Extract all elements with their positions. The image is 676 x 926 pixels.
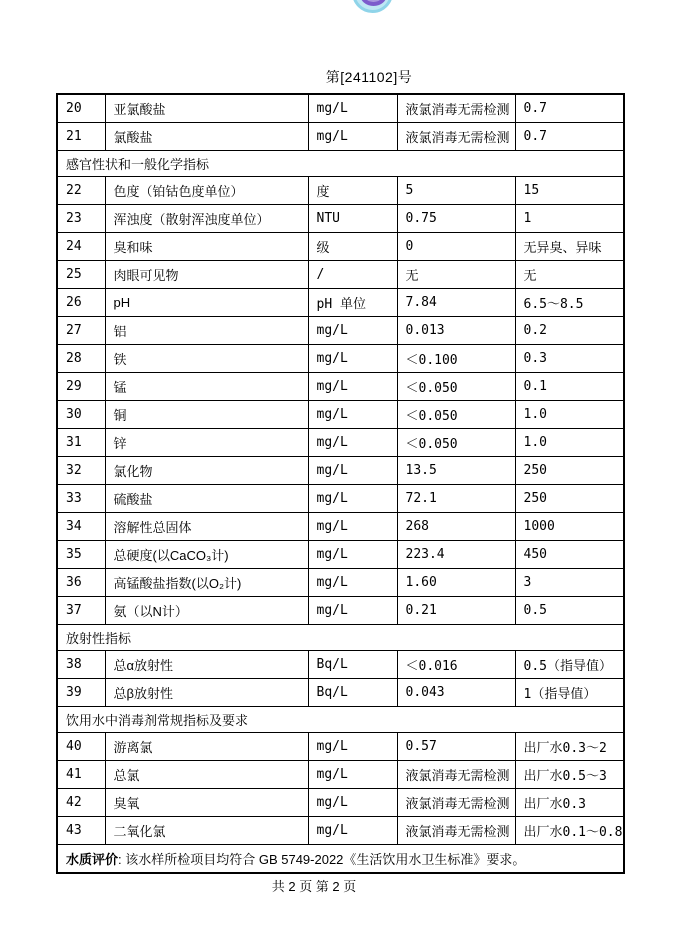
seal-logo [352,0,393,13]
cell-standard-limit: 250 [515,456,624,484]
cell-result-value: 0.043 [397,678,515,706]
cell-result-value: 0.57 [397,732,515,760]
cell-parameter-name: 臭氧 [105,788,308,816]
cell-unit: mg/L [308,372,397,400]
table-row [57,288,624,316]
cell-parameter-name: 浑浊度（散射浑浊度单位） [105,204,308,232]
cell-standard-limit: 0.1 [515,372,624,400]
table-row [57,568,624,596]
cell-result-value: 液氯消毒无需检测 [397,122,515,150]
evaluation-label: 水质评价 [66,851,119,867]
cell-result-value: 0.013 [397,316,515,344]
cell-result-value: 7.84 [397,288,515,316]
cell-unit: mg/L [308,512,397,540]
cell-result-value: 5 [397,176,515,204]
cell-standard-limit: 0.3 [515,344,624,372]
cell-parameter-name: 硫酸盐 [105,484,308,512]
cell-unit: 级 [308,232,397,260]
cell-parameter-name: 亚氯酸盐 [105,94,308,122]
table-row [57,512,624,540]
cell-standard-limit: 0.7 [515,94,624,122]
cell-result-value: 液氯消毒无需检测 [397,760,515,788]
section-header-row [57,706,624,732]
table-row [57,232,624,260]
report-number-title [0,67,676,87]
cell-parameter-name: 锌 [105,428,308,456]
cell-row-number: 40 [57,732,105,760]
cell-parameter-name: 铁 [105,344,308,372]
cell-row-number: 38 [57,650,105,678]
cell-unit: mg/L [308,456,397,484]
cell-unit: mg/L [308,540,397,568]
table-row [57,204,624,232]
cell-row-number: 27 [57,316,105,344]
cell-unit: mg/L [308,400,397,428]
table-row [57,760,624,788]
table-row [57,260,624,288]
page-counter [0,876,676,895]
cell-row-number: 31 [57,428,105,456]
cell-result-value: 0 [397,232,515,260]
cell-result-value: 0.21 [397,596,515,624]
cell-parameter-name: 氯化物 [105,456,308,484]
cell-unit: / [308,260,397,288]
report-table-body [57,94,624,873]
table-row [57,400,624,428]
cell-unit: mg/L [308,760,397,788]
cell-parameter-name: 肉眼可见物 [105,260,308,288]
cell-result-value: 0.75 [397,204,515,232]
cell-standard-limit: 3 [515,568,624,596]
cell-result-value: 268 [397,512,515,540]
cell-standard-limit: 1 [515,204,624,232]
table-row [57,650,624,678]
table-row [57,176,624,204]
cell-standard-limit: 0.7 [515,122,624,150]
cell-row-number: 41 [57,760,105,788]
cell-result-value: 液氯消毒无需检测 [397,94,515,122]
water-quality-table [56,93,625,874]
cell-standard-limit: 1（指导值） [515,678,624,706]
cell-row-number: 29 [57,372,105,400]
cell-unit: pH 单位 [308,288,397,316]
seal-logo-ring [360,0,387,6]
cell-standard-limit: 无 [515,260,624,288]
table-row [57,484,624,512]
cell-result-value: ＜0.100 [397,344,515,372]
cell-parameter-name: 总氯 [105,760,308,788]
cell-parameter-name: 臭和味 [105,232,308,260]
cell-parameter-name: 溶解性总固体 [105,512,308,540]
cell-row-number: 34 [57,512,105,540]
cell-standard-limit: 出厂水0.3 [515,788,624,816]
section-label: 放射性指标 [57,624,624,650]
table-row [57,456,624,484]
table-row [57,788,624,816]
cell-unit: Bq/L [308,650,397,678]
cell-unit: mg/L [308,484,397,512]
cell-unit: mg/L [308,568,397,596]
cell-unit: mg/L [308,816,397,844]
table-row [57,94,624,122]
cell-standard-limit: 1.0 [515,400,624,428]
evaluation-row [57,844,624,873]
cell-result-value: 液氯消毒无需检测 [397,816,515,844]
cell-standard-limit: 6.5～8.5 [515,288,624,316]
cell-result-value: 13.5 [397,456,515,484]
cell-unit: NTU [308,204,397,232]
cell-result-value: 无 [397,260,515,288]
cell-standard-limit: 0.2 [515,316,624,344]
cell-standard-limit: 250 [515,484,624,512]
cell-result-value: ＜0.050 [397,400,515,428]
table-row [57,678,624,706]
cell-row-number: 37 [57,596,105,624]
cell-standard-limit: 1.0 [515,428,624,456]
table-row [57,816,624,844]
table-row [57,540,624,568]
cell-row-number: 36 [57,568,105,596]
cell-unit: mg/L [308,732,397,760]
page-counter-text: 共 2 页 第 2 页 [271,879,357,894]
cell-result-value: 72.1 [397,484,515,512]
cell-row-number: 26 [57,288,105,316]
cell-unit: mg/L [308,316,397,344]
cell-unit: mg/L [308,596,397,624]
cell-parameter-name: pH [105,288,308,316]
cell-unit: mg/L [308,344,397,372]
cell-unit: mg/L [308,788,397,816]
cell-result-value: 液氯消毒无需检测 [397,788,515,816]
table-row [57,732,624,760]
cell-standard-limit: 0.5 [515,596,624,624]
cell-parameter-name: 总β放射性 [105,678,308,706]
cell-row-number: 20 [57,94,105,122]
cell-row-number: 28 [57,344,105,372]
cell-parameter-name: 游离氯 [105,732,308,760]
cell-parameter-name: 铝 [105,316,308,344]
cell-row-number: 21 [57,122,105,150]
cell-parameter-name: 色度（铂钴色度单位） [105,176,308,204]
cell-unit: mg/L [308,94,397,122]
cell-standard-limit: 无异臭、异味 [515,232,624,260]
table-row [57,596,624,624]
cell-result-value: 1.60 [397,568,515,596]
cell-row-number: 35 [57,540,105,568]
cell-unit: mg/L [308,122,397,150]
table-row [57,372,624,400]
cell-standard-limit: 1000 [515,512,624,540]
table-row [57,316,624,344]
cell-row-number: 43 [57,816,105,844]
cell-standard-limit: 0.5（指导值） [515,650,624,678]
cell-row-number: 33 [57,484,105,512]
cell-standard-limit: 出厂水0.3～2 [515,732,624,760]
cell-result-value: 223.4 [397,540,515,568]
cell-parameter-name: 高锰酸盐指数(以O₂计) [105,568,308,596]
cell-row-number: 32 [57,456,105,484]
cell-result-value: ＜0.050 [397,372,515,400]
cell-parameter-name: 铜 [105,400,308,428]
section-label: 饮用水中消毒剂常规指标及要求 [57,706,624,732]
cell-unit: mg/L [308,428,397,456]
cell-parameter-name: 氨（以N计） [105,596,308,624]
cell-row-number: 25 [57,260,105,288]
evaluation-text: : 该水样所检项目均符合 GB 5749-2022《生活饮用水卫生标准》要求。 [118,851,526,867]
cell-standard-limit: 15 [515,176,624,204]
cell-standard-limit: 450 [515,540,624,568]
cell-standard-limit: 出厂水0.5～3 [515,760,624,788]
cell-row-number: 30 [57,400,105,428]
section-label: 感官性状和一般化学指标 [57,150,624,176]
cell-row-number: 39 [57,678,105,706]
cell-standard-limit: 出厂水0.1～0.8 [515,816,624,844]
cell-row-number: 42 [57,788,105,816]
table-row [57,428,624,456]
cell-parameter-name: 锰 [105,372,308,400]
cell-parameter-name: 总硬度(以CaCO₃计) [105,540,308,568]
cell-unit: Bq/L [308,678,397,706]
cell-parameter-name: 氯酸盐 [105,122,308,150]
cell-parameter-name: 二氧化氯 [105,816,308,844]
cell-result-value: ＜0.016 [397,650,515,678]
cell-row-number: 23 [57,204,105,232]
table-row [57,344,624,372]
cell-row-number: 24 [57,232,105,260]
report-number-text: 第[241102]号 [325,69,413,85]
section-header-row [57,150,624,176]
section-header-row [57,624,624,650]
cell-parameter-name: 总α放射性 [105,650,308,678]
table-row [57,122,624,150]
cell-row-number: 22 [57,176,105,204]
evaluation-cell [57,844,624,873]
cell-result-value: ＜0.050 [397,428,515,456]
cell-unit: 度 [308,176,397,204]
